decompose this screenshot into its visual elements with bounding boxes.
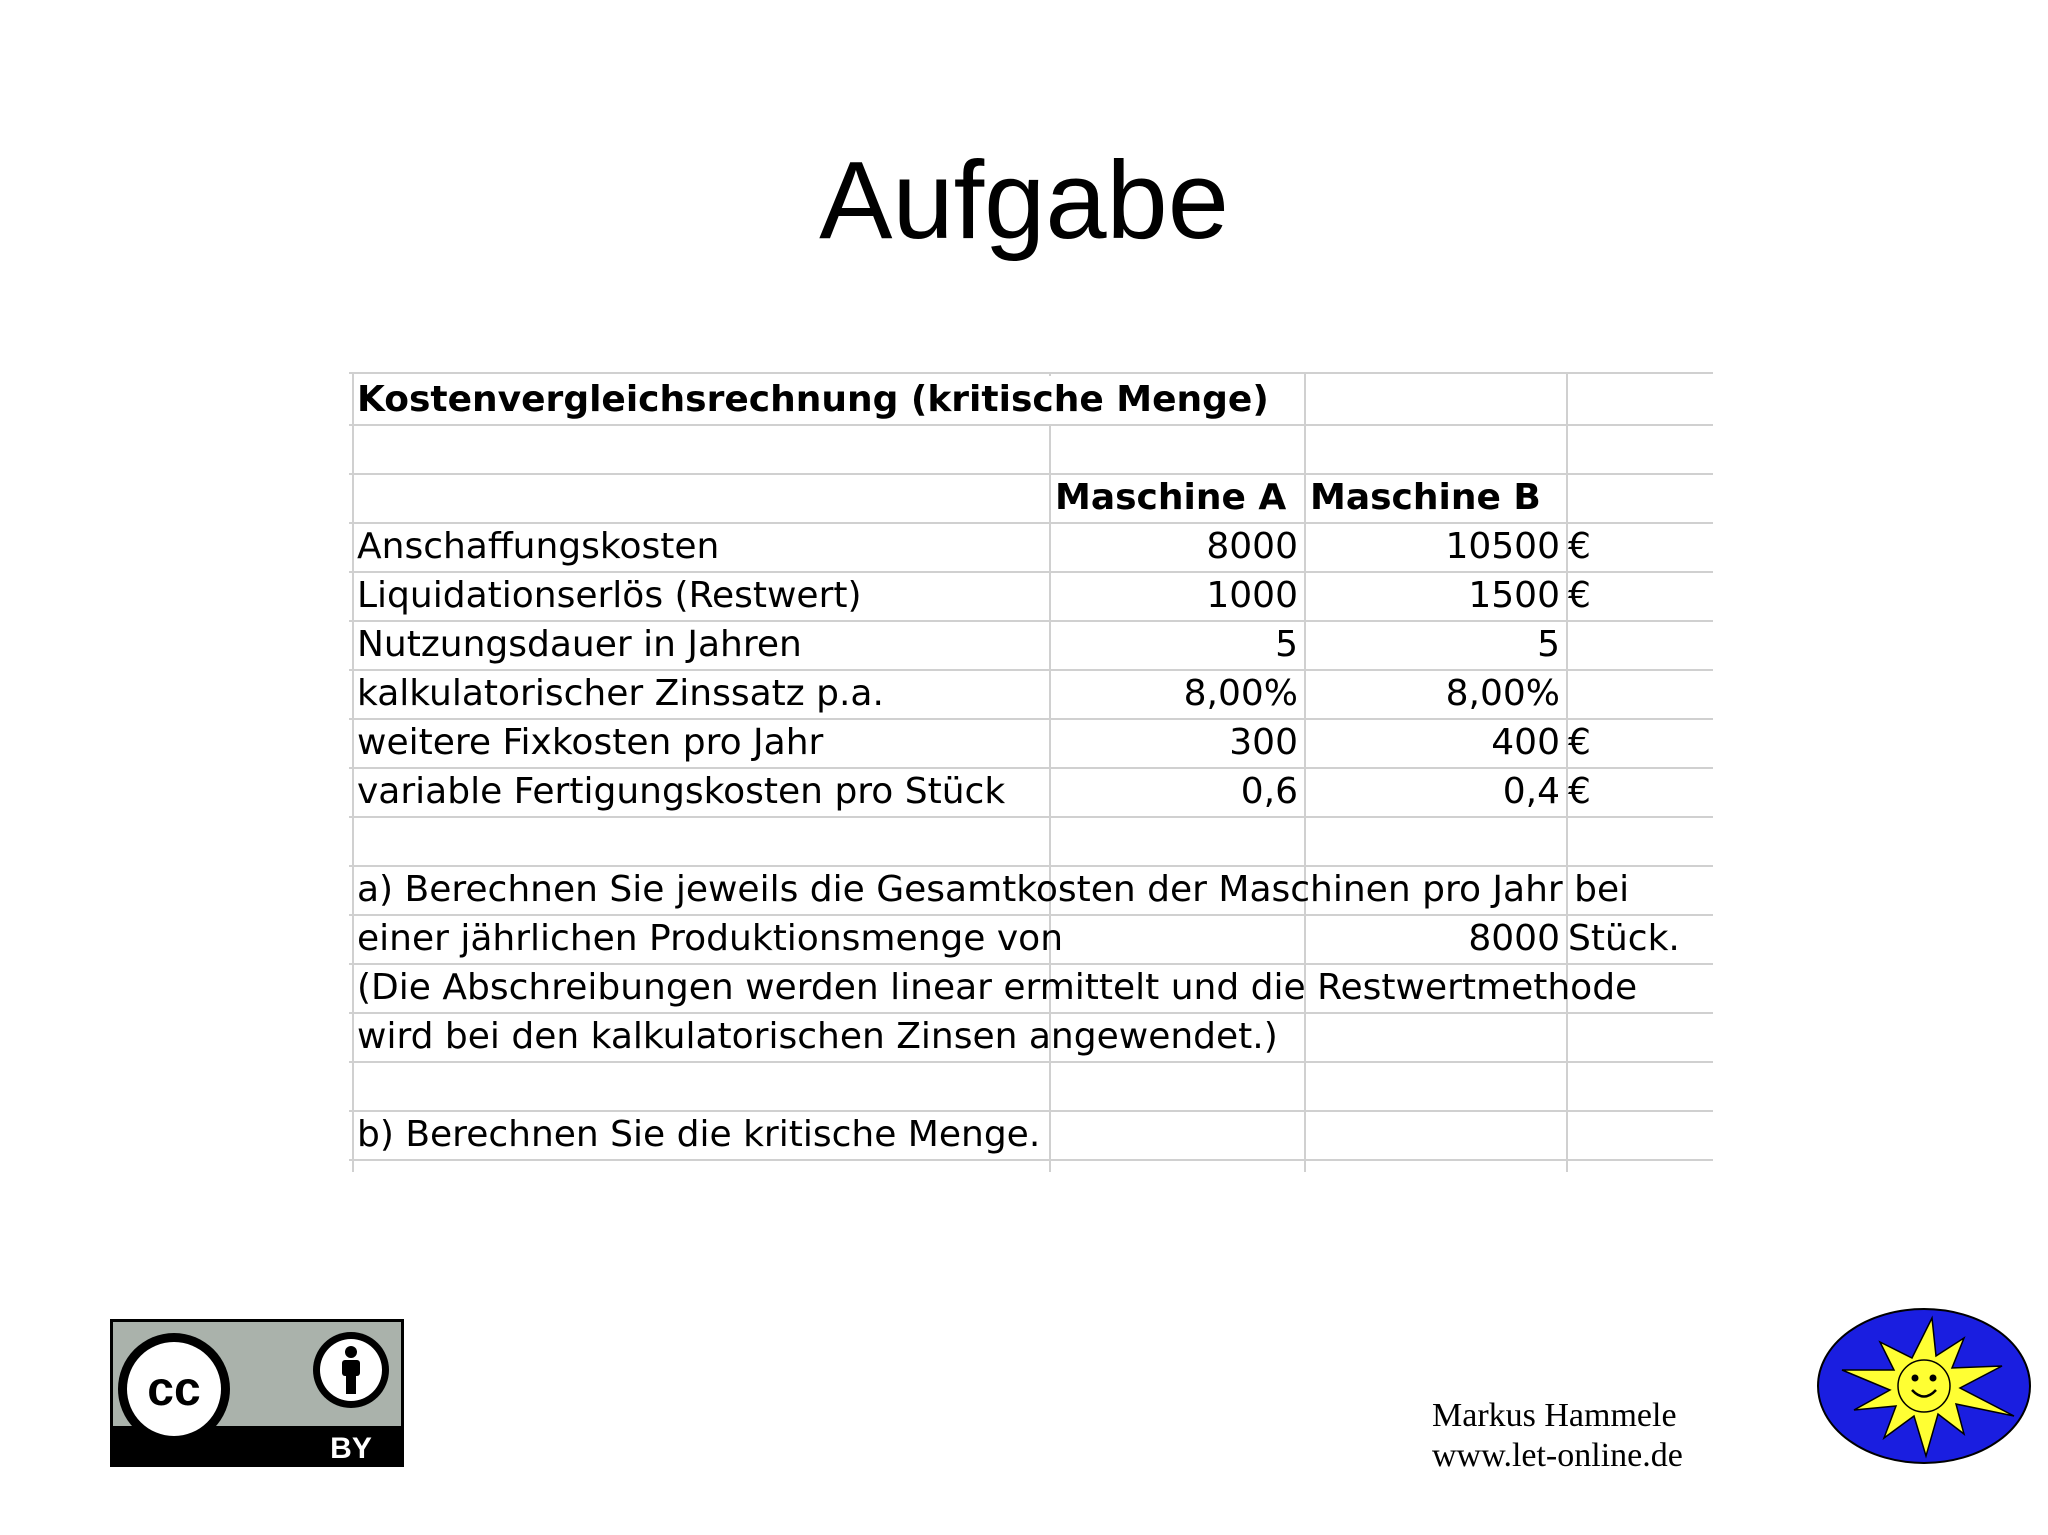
row-label: Anschaffungskosten — [357, 526, 720, 567]
row-label: variable Fertigungskosten pro Stück — [357, 771, 1006, 812]
cell-machine-b: 10500 — [1445, 526, 1560, 567]
cell-machine-a: 8000 — [1206, 526, 1298, 567]
author-name: Markus Hammele — [1432, 1397, 1677, 1434]
cell-machine-b: 8,00% — [1445, 673, 1560, 714]
cell-machine-a: 1000 — [1206, 575, 1298, 616]
task-a-line-3: (Die Abschreibungen werden linear ermittelt und die Restwertmethode — [357, 967, 1638, 1008]
sheet-heading: Kostenvergleichsrechnung (kritische Menge) — [357, 376, 1273, 424]
cell-unit: € — [1568, 771, 1591, 812]
sun-logo-icon — [1814, 1306, 2034, 1466]
task-a-quantity: 8000 — [1468, 918, 1560, 959]
task-b-line: b) Berechnen Sie die kritische Menge. — [357, 1114, 1041, 1155]
creative-commons-icon — [118, 1333, 230, 1445]
row-label: kalkulatorischer Zinssatz p.a. — [357, 673, 884, 714]
task-a-line-2: einer jährlichen Produktionsmenge von — [357, 918, 1064, 959]
row-label: Nutzungsdauer in Jahren — [357, 624, 802, 665]
row-label: weitere Fixkosten pro Jahr — [357, 722, 824, 763]
slide-title: Aufgabe — [819, 138, 1229, 262]
cell-machine-b: 400 — [1491, 722, 1560, 763]
cell-machine-b: 1500 — [1468, 575, 1560, 616]
cc-text: cc — [147, 1363, 201, 1416]
column-header-machine-b: Maschine B — [1310, 477, 1541, 518]
cell-unit: € — [1568, 722, 1591, 763]
cell-unit: € — [1568, 575, 1591, 616]
cell-unit: € — [1568, 526, 1591, 567]
attribution-person-icon — [313, 1332, 389, 1408]
cell-machine-a: 0,6 — [1240, 771, 1298, 812]
license-by-label: BY — [330, 1432, 372, 1465]
cell-machine-b: 0,4 — [1502, 771, 1560, 812]
row-label: Liquidationserlös (Restwert) — [357, 575, 862, 616]
task-a-line-4: wird bei den kalkulatorischen Zinsen angewendet.) — [357, 1016, 1278, 1057]
spreadsheet-table — [349, 372, 1713, 1172]
author-block — [1432, 1396, 1683, 1476]
task-a-unit: Stück. — [1568, 918, 1680, 959]
task-a-line-1: a) Berechnen Sie jeweils die Gesamtkosten der Maschinen pro Jahr bei — [357, 869, 1630, 910]
author-website: www.let-online.de — [1432, 1437, 1683, 1474]
cell-machine-a: 300 — [1229, 722, 1298, 763]
column-header-machine-a: Maschine A — [1055, 477, 1287, 518]
cell-machine-b: 5 — [1537, 624, 1560, 665]
cell-machine-a: 5 — [1275, 624, 1298, 665]
cc-by-license-badge — [110, 1319, 404, 1467]
cell-machine-a: 8,00% — [1183, 673, 1298, 714]
